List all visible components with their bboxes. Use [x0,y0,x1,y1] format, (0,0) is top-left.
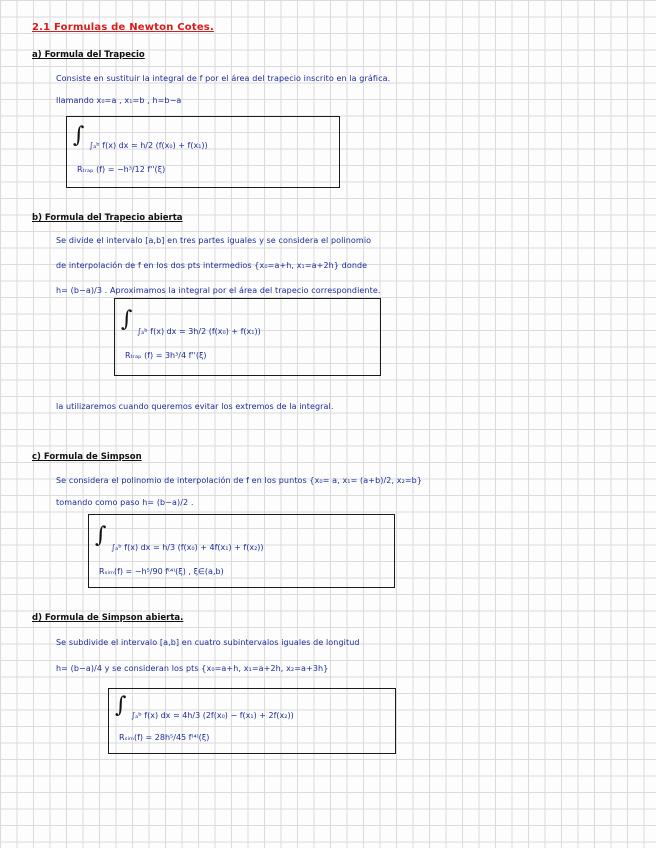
integral-sign-d: ∫ [115,693,127,718]
section-b-heading: b) Formula del Trapecio abierta [32,213,183,223]
section-b-formula-box [114,298,381,376]
section-d-heading: d) Formula de Simpson abierta. [32,613,184,623]
section-a-heading: a) Formula del Trapecio [32,50,145,60]
section-a-line2: llamando x₀=a , x₁=b , h=b−a [56,96,182,105]
section-c-heading: c) Formula de Simpson [32,452,142,462]
section-b-formula-remainder: Rₜᵣₐₚ (f) = 3h³/4 f''(ξ) [125,351,207,360]
section-d-formula-box [108,688,396,754]
section-a-formula-main: ∫ₐᵇ f(x) dx ≃ h/2 (f(x₀) + f(x₁)) [89,141,208,150]
section-c-formula-box [88,514,395,588]
section-c-line1: Se considera el polinomio de interpolación de f en los puntos {x₀= a, x₁= (a+b)/2, x₂=b} [56,476,423,485]
integral-sign-b: ∫ [121,307,133,332]
section-d-line2: h= (b−a)/4 y se consideran los pts {x₀=a+h, x₁=a+2h, x₂=a+3h} [56,664,329,673]
page-title: 2.1 Formulas de Newton Cotes. [32,22,214,33]
section-b-line1: Se divide el intervalo [a,b] en tres partes iguales y se considera el polinomio [56,236,372,245]
section-d-line1: Se subdivide el intervalo [a,b] en cuatro subintervalos iguales de longitud [56,638,360,647]
section-b-note: la utilizaremos cuando queremos evitar los extremos de la integral. [56,402,334,411]
section-a-formula-remainder: Rₜᵣₐₚ (f) = −h³/12 f''(ξ) [77,165,166,174]
section-c-line2: tomando como paso h= (b−a)/2 . [56,498,194,507]
section-a-formula-box [66,116,340,188]
section-d-formula-main: ∫ₐᵇ f(x) dx ≃ 4h/3 (2f(x₀) − f(x₁) + 2f(x₂)) [131,711,294,720]
section-c-formula-main: ∫ₐᵇ f(x) dx = h/3 (f(x₀) + 4f(x₁) + f(x₂)) [111,543,264,552]
section-d-formula-remainder: Rₛᵢₘ(f) = 28h⁵/45 f⁽⁴⁾(ξ) [119,733,210,742]
section-c-formula-remainder: Rₛᵢₘ(f) = −h⁵/90 f⁽⁴⁾(ξ) , ξ∈(a,b) [99,567,224,576]
section-b-line2: de interpolación de f en los dos pts intermedios {x₀=a+h, x₁=a+2h} donde [56,261,368,270]
section-b-formula-main: ∫ₐᵇ f(x) dx ≃ 3h/2 (f(x₀) + f(x₁)) [137,327,261,336]
integral-sign-c: ∫ [95,523,107,548]
section-a-line1: Consiste en sustituir la integral de f por el área del trapecio inscrito en la gráfica. [56,74,391,83]
integral-sign-a: ∫ [73,123,85,148]
section-b-line3: h= (b−a)/3 . Aproximamos la integral por el área del trapecio correspondiente. [56,286,381,295]
